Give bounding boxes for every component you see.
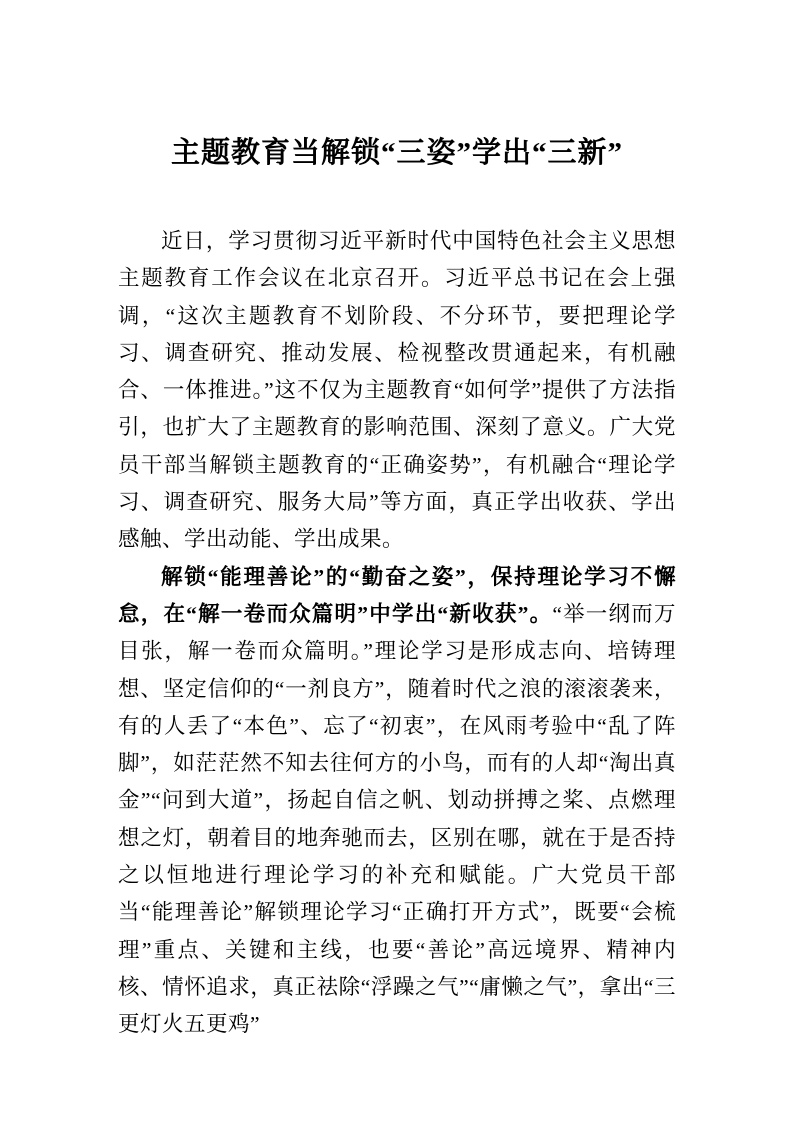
paragraph-intro xyxy=(118,223,676,559)
document-title: 主题教育当解锁“三姿”学出“三新” xyxy=(170,137,623,169)
paragraph-intro-text: 近日，学习贯彻习近平新时代中国特色社会主义思想主题教育工作会议在北京召开。习近平总书记在会上强调，“这次主题教育不划阶段、不分环节，要把理论学习、调查研究、推动发展、检视整改贯通起来，有机融合、一体推进。”这不仅为主题教育“如何学”提供了方法指引，也扩大了主题教育的影响范围、深刻了意义。广大党员干部当解锁主题教育的“正确姿势”，有机融合“理论学习、调查研究、服务大局”等方面，真正学出收获、学出感触、学出动能、学出成果。 xyxy=(118,229,676,552)
paragraph-section-1 xyxy=(118,559,676,1044)
paragraph-section-1-lead: 解锁“能理善论”的“勤奋之姿”，保持理论学习不懈怠，在“解一卷而众篇明”中学出“新收获”。 xyxy=(118,564,676,626)
paragraph-section-1-text: “举一纲而万目张，解一卷而众篇明。”理论学习是形成志向、培铸理想、坚定信仰的“一剂良方”，随着时代之浪的滚滚袭来，有的人丢了“本色”、忘了“初衷”，在风雨考验中“乱了阵脚”，如茫茫然不知去往何方的小鸟，而有的人却“淘出真金”“问到大道”，扬起自信之帆、划动拼搏之桨、点燃理想之灯，朝着目的地奔驰而去，区别在哪，就在于是否持之以恒地进行理论学习的补充和赋能。广大党员干部当“能理善论”解锁理论学习“正确打开方式”，既要“会梳理”重点、关键和主线，也要“善论”高远境界、精神内核、情怀追求，真正祛除“浮躁之气”“庸懒之气”，拿出“三更灯火五更鸡” xyxy=(118,601,676,1037)
